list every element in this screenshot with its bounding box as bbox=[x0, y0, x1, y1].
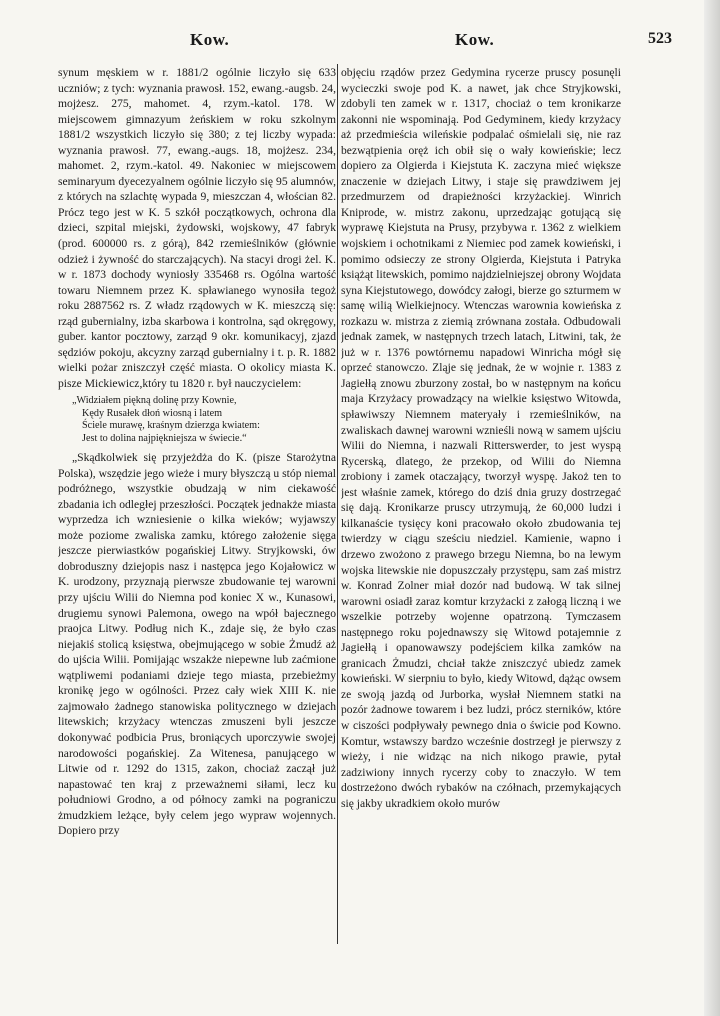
left-paragraph-2: „Skądkolwiek się przyjeżdża do K. (pisze Starożytna Polska), wszędzie jego wieże i mury błyszczą u stóp niemal podróżnego, wszystkie obudzają w nim ciekawość zbadania ich odległej przeszłości. Początek jednakże miasta wyprzedza ich wzniesienie o kilka wieków; wyjawszy może poziome zwaliska zamku, którego założenie sięga jeszcze pierwiastków pogańskiej Litwy. Stryjkowski, ów dobroduszny dziejopis nasz i następca jego Kojałowicz w K. urodzony, przyznają pierwsze zbudowanie tej warowni przy ujściu Wilii do Niemna pod koniec X w., Kunasowi, drugiemu synowi Palemona, owego na wpół bajecznego praojca Litwy. Podług nich K., zdaje się, że było czas niejakiś stolicą księstwa, obejmującego w sobie Żmudź aż do ujścia Wilii. Pomijając wszakże niepewne lub zaćmione wątpliwemi podaniami dzieje tego miasta, przebieżmy kronikę jego w ogólności. Przez cały wiek XIII K. nie zajmowało żadnego stanowiska politycznego w dziejach litewskich; krzyżacy wtenczas zmuszeni byli jeszcze dokonywać podbicia Prus, broniących uporczywie swojej narodowości pogańskiej. Za Witenesa, panującego w Litwie od r. 1292 do 1315, zakon, chociaż zaczął już napastować ten kraj z przeważnemi siłami, lecz ku południowi Grodno, a od północy zamki na pograniczu żmudzkiem leżące, były celem jego wypraw wojennych. Dopiero przy bbox=[58, 451, 336, 838]
right-column bbox=[341, 65, 621, 965]
poem-quote bbox=[72, 395, 336, 445]
page-number: 523 bbox=[648, 30, 672, 47]
column-divider bbox=[337, 64, 338, 944]
left-paragraph-1: synum męskiem w r. 1881/2 ogólnie liczyło się 633 uczniów; z tych: wyznania prawosł. 152, ewang.-augsb. 24, mojżesz. 275, mahomet. 4, rzym.-katol. 178. W miejscowem gimnazyum żeńskiem w roku szkolnym 1881/2 wszystkich liczyło się 380; z tej liczby wypada: wyznania prawosł. 77, ewang.-augs. 18, mojżesz. 234, mahomet. 2, rzym.-katol. 49. Nakoniec w miejscowem seminaryum dyecezyalnem ogólnie liczyło się 95 alumnów, z których na szlachtę wypada 9, mieszczan 4, włościan 82. Prócz tego jest w K. 5 szkół początkowych, ochrona dla dzieci, szpital miejski, żydowski, wojskowy, 47 fabryk (prod. 600000 rs. z górą), 842 rzemieślników (głównie odzież i żywność do starczających). Na stacyi drogi żel. K. w r. 1873 dochody wyniosły 335468 rs. Ogólna wartość towaru Niemnem przez K. spławianego wynosiła tegoż roku 2887562 rs. Z władz rządowych w K. mieszczą się: rząd gubernialny, izba skarbowa i kontrolna, sąd okręgowy, guber. kantor pocztowy, zarząd 9 okr. komunikacyj, zjazd sędziów pokoju, akcyzny zarząd gubernialny i t. p. R. 1882 wielki pożar zniszczył część miasta. O okolicy miasta K. pisze Mickiewicz,który tu 1820 r. był nauczycielem: bbox=[58, 66, 336, 390]
poem-line: Kędy Rusałek dłoń wiosną i latem bbox=[82, 407, 223, 419]
right-paragraph: objęciu rządów przez Gedymina rycerze pruscy posunęli wycieczki swoje pod K. a nawet, jak chce Stryjkowski, zdobyli ten zamek w r. 1317, chociaż o tem kronikarze zakonni nie wspominają. Pod Gedyminem, kiedy krzyżacy aż przedmieścia wileńskie podpalać ośmielali się, nie raz bezwątpienia oręż ich obił się o wały kowieńskie; lecz dopiero za Olgierda i Kiejstuta K. zaczyna mieć większe znaczenie w dziejach Litwy, i staje się prawdziwem jej przedmurzem od drapieżności krzyżackiej. Winrich Kniprode, w. mistrz zakonu, uprzedzając gotującą się wyprawę Kiejstuta na Prusy, przybywa r. 1362 z wielkiem wojskiem i ochotnikami z Niemiec pod zamek kowieński, i pomimo odsieczy ze strony Olgierda, Kiejstuta i Patryka książąt litewskich, pomimo najdzielniejszej obrony Wojdata syna Kiejstutowego, dowódcy załogi, bierze go szturmem w samę wilią Wielkiejnocy. Wtenczas warownia kowieńska z rozkazu w. mistrza z ziemią zrównana została. Odbudowali jednak zamek, w następnych trzech latach, Litwini, tak, że już w r. 1376 powtórnemu napadowi Winricha mógł się oprzeć stanowczo. Zląje się jednak, że w wojnie r. 1383 z Jagiełłą znowu zburzony został, bo w następnym na końcu maja Krzyżacy prowadzący na wielkie księstwo Witowda, spławiwszy Niemnem materyały i rzemieślników, na zwaliskach dawnej warowni wznieśli nową w samem ujściu Wilii do Niemna, i nazwali Ritterswerder, to jest wyspą Rycerską, dlatego, że przekop, od Wilii do Niemna zrobiony i zamek otaczający, tworzył wyspę. Jakoż ten to jest właśnie zamek, którego do dziś dnia gruzy dostrzegać się dają. Kronikarze pruscy utrzymują, że 60,000 ludzi i kilkanaście tysięcy koni pracowało około zbudowania tej twierdzy w ciągu sześciu niedziel. Kamienie, wapno i drzewo zwożono z prawego brzegu Niemna, bo na lewym wojska litewskie nie dopuszczały przystępu, sam zaś mistrz w. Konrad Zolner miał dozór nad budową. W tak silnej warowni osiadł zaraz komtur krzyżacki z załogą liczną i we wszelkie potrzeby wojenne opatrzoną. Tymczasem następnego roku pojednawszy się Witowd potajemnie z Jagiełłą i opanowawszy podejściem kilka zamków na granicach Żmudzi, chciał także zniszczyć ubiedz zamek kowieński. W sierpniu to było, kiedy Witowd, dążąc owsem ze swoją jazdą od Jurborka, wysłał Niemnem statki na pozór żadnowe towarem i bez ludzi, prócz sterników, które w ciszości podpływały pewnego dnia o świcie pod Kowno. Komtur, wstawszy bardzo wcześnie dostrzegł je pierwszy z wieży, i nie widząc na nich nikogo prawie, pytał zadziwiony innych rycerzy coby to znaczyło. W tem dostrzeżono dwóch rybaków na czółnach, przemykających się jakby ukradkiem około murów bbox=[341, 66, 621, 810]
poem-line: „Widziałem piękną dolinę przy Kownie, bbox=[72, 395, 237, 407]
running-header-left: Kow. bbox=[190, 30, 230, 49]
poem-line: Jest to dolina najpiękniejsza w świecie.“ bbox=[82, 432, 247, 444]
scan-edge bbox=[704, 0, 720, 1016]
left-column bbox=[58, 65, 336, 965]
poem-line: Ściele murawę, kraśnym dzierzga kwiatem: bbox=[82, 420, 260, 432]
running-header-right: Kow. bbox=[455, 30, 495, 49]
